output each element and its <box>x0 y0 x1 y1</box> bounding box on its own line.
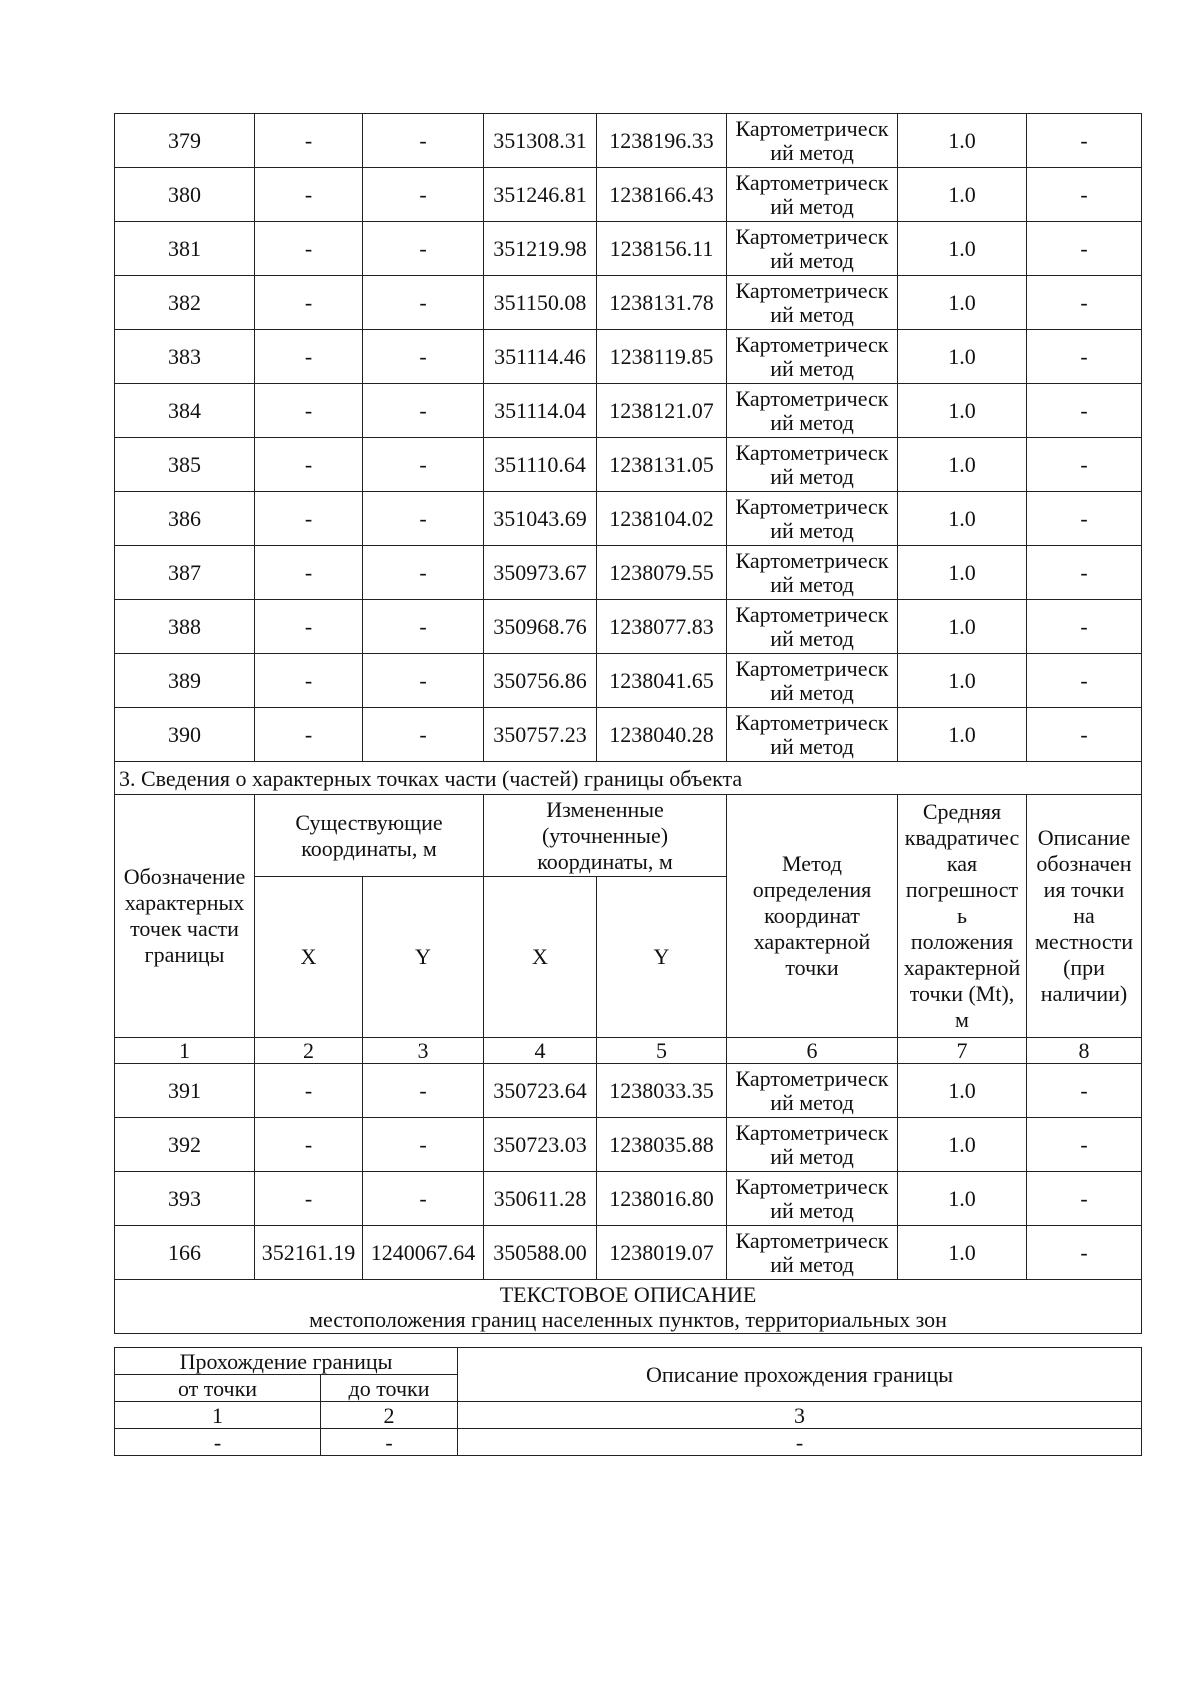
changed-y: 1238119.85 <box>597 330 727 384</box>
method-cell <box>727 384 898 438</box>
header-changed-coords <box>484 795 727 877</box>
header-line: характерной <box>753 929 871 954</box>
top-rows <box>115 114 1142 762</box>
header-line: на <box>1073 903 1095 928</box>
text-description-title: ТЕКСТОВОЕ ОПИСАНИЕ <box>499 1281 757 1307</box>
existing-y: - <box>363 384 484 438</box>
column-numbers <box>115 1038 1142 1064</box>
table-row <box>115 222 1142 276</box>
column-number: 5 <box>597 1038 727 1064</box>
mean-error: 1.0 <box>898 384 1027 438</box>
changed-x: 350756.86 <box>484 654 597 708</box>
existing-x: - <box>255 114 363 168</box>
point-description: - <box>1027 654 1142 708</box>
changed-x: 350757.23 <box>484 708 597 762</box>
point-description: - <box>1027 438 1142 492</box>
method-cell <box>727 1118 898 1172</box>
header-line: точки <box>785 955 839 980</box>
column-number: 6 <box>727 1038 898 1064</box>
header-line: положения <box>910 929 1014 954</box>
passage-to-value: - <box>321 1429 458 1456</box>
header-line: координат <box>764 903 860 928</box>
header-line: квадратичес <box>904 825 1020 850</box>
text-description-heading <box>115 1280 1142 1334</box>
method-line-2: ий метод <box>770 625 854 651</box>
existing-x: - <box>255 384 363 438</box>
existing-x: - <box>255 168 363 222</box>
header-existing-coords <box>255 795 484 877</box>
method-line-1: Картометрическ <box>735 547 889 573</box>
header-changed-y: Y <box>597 877 727 1038</box>
point-number: 388 <box>115 600 255 654</box>
method-line-1: Картометрическ <box>735 1227 889 1253</box>
passage-to-header: до точки <box>321 1375 458 1402</box>
existing-y: - <box>363 276 484 330</box>
changed-x: 351110.64 <box>484 438 597 492</box>
method-line-1: Картометрическ <box>735 709 889 735</box>
header-line: характерных <box>124 890 245 915</box>
method-line-1: Картометрическ <box>735 655 889 681</box>
bottom-rows <box>115 1064 1142 1280</box>
header-line: характерной <box>903 955 1021 980</box>
mean-error: 1.0 <box>898 600 1027 654</box>
text-description-subtitle: местоположения границ населенных пунктов, территориальных зон <box>309 1306 947 1332</box>
column-number: 8 <box>1027 1038 1142 1064</box>
passage-from-value: - <box>115 1429 321 1456</box>
existing-y: - <box>363 114 484 168</box>
header-line: определения <box>752 877 872 902</box>
method-cell <box>727 546 898 600</box>
point-number: 392 <box>115 1118 255 1172</box>
changed-x: 351246.81 <box>484 168 597 222</box>
method-line-2: ий метод <box>770 301 854 327</box>
header-line: кая <box>946 851 978 876</box>
point-number: 381 <box>115 222 255 276</box>
existing-x: - <box>255 276 363 330</box>
passage-from-header: от точки <box>115 1375 321 1402</box>
method-line-1: Картометрическ <box>735 277 889 303</box>
method-line-1: Картометрическ <box>735 1065 889 1091</box>
point-description: - <box>1027 330 1142 384</box>
table-row <box>115 1064 1142 1118</box>
mean-error: 1.0 <box>898 168 1027 222</box>
mean-error: 1.0 <box>898 1172 1027 1226</box>
method-line-2: ий метод <box>770 247 854 273</box>
existing-x: - <box>255 1118 363 1172</box>
existing-x: - <box>255 708 363 762</box>
method-line-2: ий метод <box>770 517 854 543</box>
passage-num-2: 2 <box>321 1402 458 1429</box>
header-line: Средняя <box>922 799 1002 824</box>
header-existing-x: X <box>255 877 363 1038</box>
existing-y: - <box>363 492 484 546</box>
header-point-designation <box>115 795 255 1038</box>
existing-x: - <box>255 1064 363 1118</box>
table-row <box>115 114 1142 168</box>
changed-y: 1238019.07 <box>597 1226 727 1280</box>
method-line-2: ий метод <box>770 1143 854 1169</box>
point-description: - <box>1027 600 1142 654</box>
changed-x: 350723.64 <box>484 1064 597 1118</box>
mean-error: 1.0 <box>898 438 1027 492</box>
changed-y: 1238131.78 <box>597 276 727 330</box>
header-line: точек части <box>130 916 239 941</box>
point-number: 379 <box>115 114 255 168</box>
existing-y: - <box>363 438 484 492</box>
method-line-1: Картометрическ <box>735 115 889 141</box>
changed-y: 1238041.65 <box>597 654 727 708</box>
existing-x: - <box>255 438 363 492</box>
method-line-2: ий метод <box>770 1089 854 1115</box>
column-number: 3 <box>363 1038 484 1064</box>
changed-x: 351308.31 <box>484 114 597 168</box>
header-line: обозначен <box>1036 851 1132 876</box>
existing-y: - <box>363 222 484 276</box>
method-cell <box>727 114 898 168</box>
point-number: 386 <box>115 492 255 546</box>
method-line-2: ий метод <box>770 193 854 219</box>
table-row <box>115 1118 1142 1172</box>
method-cell <box>727 330 898 384</box>
mean-error: 1.0 <box>898 330 1027 384</box>
method-cell <box>727 438 898 492</box>
existing-x: - <box>255 1172 363 1226</box>
point-number: 385 <box>115 438 255 492</box>
changed-x: 351219.98 <box>484 222 597 276</box>
point-number: 383 <box>115 330 255 384</box>
table-row <box>115 600 1142 654</box>
method-line-2: ий метод <box>770 1251 854 1277</box>
method-cell <box>727 222 898 276</box>
method-line-2: ий метод <box>770 409 854 435</box>
column-number: 4 <box>484 1038 597 1064</box>
existing-x: 352161.19 <box>255 1226 363 1280</box>
point-description: - <box>1027 1172 1142 1226</box>
header-line: Описание <box>1037 825 1131 850</box>
changed-x: 351043.69 <box>484 492 597 546</box>
header-line: Существующие <box>295 809 443 835</box>
header-line: координаты, м <box>301 835 437 861</box>
point-number: 393 <box>115 1172 255 1226</box>
mean-error: 1.0 <box>898 1118 1027 1172</box>
changed-x: 350588.00 <box>484 1226 597 1280</box>
method-cell <box>727 600 898 654</box>
table-row <box>115 1226 1142 1280</box>
point-number: 380 <box>115 168 255 222</box>
point-description: - <box>1027 114 1142 168</box>
table-row <box>115 546 1142 600</box>
changed-x: 351114.46 <box>484 330 597 384</box>
method-cell <box>727 1172 898 1226</box>
point-description: - <box>1027 546 1142 600</box>
point-description: - <box>1027 276 1142 330</box>
existing-x: - <box>255 222 363 276</box>
changed-x: 350968.76 <box>484 600 597 654</box>
header-line: ь <box>956 903 968 928</box>
existing-y: - <box>363 1118 484 1172</box>
point-number: 387 <box>115 546 255 600</box>
changed-y: 1238033.35 <box>597 1064 727 1118</box>
changed-x: 350723.03 <box>484 1118 597 1172</box>
header-line: наличии) <box>1040 981 1128 1006</box>
point-description: - <box>1027 222 1142 276</box>
existing-x: - <box>255 330 363 384</box>
method-line-1: Картометрическ <box>735 331 889 357</box>
method-line-1: Картометрическ <box>735 439 889 465</box>
point-description: - <box>1027 1064 1142 1118</box>
table-row <box>115 330 1142 384</box>
changed-x: 350611.28 <box>484 1172 597 1226</box>
existing-y: - <box>363 708 484 762</box>
table-row <box>115 654 1142 708</box>
passage-num-3: 3 <box>458 1402 1142 1429</box>
method-cell <box>727 276 898 330</box>
mean-error: 1.0 <box>898 1226 1027 1280</box>
header-line: (при <box>1063 955 1105 980</box>
header-line: м <box>955 1007 969 1032</box>
method-cell <box>727 492 898 546</box>
point-description: - <box>1027 384 1142 438</box>
changed-y: 1238077.83 <box>597 600 727 654</box>
point-number: 384 <box>115 384 255 438</box>
header-line: местности <box>1034 929 1134 954</box>
method-line-1: Картометрическ <box>735 385 889 411</box>
header-line: координаты, м <box>537 848 673 874</box>
point-number: 390 <box>115 708 255 762</box>
header-line: Измененные <box>546 796 664 822</box>
existing-x: - <box>255 600 363 654</box>
mean-error: 1.0 <box>898 276 1027 330</box>
existing-y: - <box>363 600 484 654</box>
method-line-2: ий метод <box>770 571 854 597</box>
method-cell <box>727 1226 898 1280</box>
existing-x: - <box>255 546 363 600</box>
point-description: - <box>1027 1226 1142 1280</box>
existing-y: - <box>363 168 484 222</box>
changed-y: 1238079.55 <box>597 546 727 600</box>
header-line: Метод <box>782 851 842 876</box>
mean-error: 1.0 <box>898 222 1027 276</box>
header-method <box>727 795 898 1038</box>
header-error <box>898 795 1027 1038</box>
boundary-passage-table <box>114 1347 1142 1456</box>
passage-group-header: Прохождение границы <box>115 1348 458 1375</box>
column-number: 7 <box>898 1038 1027 1064</box>
changed-x: 351114.04 <box>484 384 597 438</box>
mean-error: 1.0 <box>898 708 1027 762</box>
changed-y: 1238040.28 <box>597 708 727 762</box>
point-description: - <box>1027 1118 1142 1172</box>
changed-y: 1238156.11 <box>597 222 727 276</box>
changed-x: 350973.67 <box>484 546 597 600</box>
method-line-2: ий метод <box>770 139 854 165</box>
table-row <box>115 276 1142 330</box>
existing-y: 1240067.64 <box>363 1226 484 1280</box>
table-row <box>115 1172 1142 1226</box>
method-line-1: Картометрическ <box>735 223 889 249</box>
table-row <box>115 438 1142 492</box>
mean-error: 1.0 <box>898 654 1027 708</box>
passage-desc-value: - <box>458 1429 1142 1456</box>
method-line-2: ий метод <box>770 733 854 759</box>
method-line-1: Картометрическ <box>735 601 889 627</box>
existing-x: - <box>255 654 363 708</box>
column-number: 2 <box>255 1038 363 1064</box>
method-line-2: ий метод <box>770 1197 854 1223</box>
point-number: 391 <box>115 1064 255 1118</box>
point-number: 389 <box>115 654 255 708</box>
method-cell <box>727 654 898 708</box>
header-changed-x: X <box>484 877 597 1038</box>
changed-y: 1238196.33 <box>597 114 727 168</box>
table-row <box>115 168 1142 222</box>
existing-x: - <box>255 492 363 546</box>
passage-num-1: 1 <box>115 1402 321 1429</box>
header-line: Обозначение <box>123 864 246 889</box>
changed-y: 1238131.05 <box>597 438 727 492</box>
table-row <box>115 708 1142 762</box>
mean-error: 1.0 <box>898 546 1027 600</box>
header-line: ия точки <box>1043 877 1125 902</box>
method-line-1: Картометрическ <box>735 493 889 519</box>
header-description <box>1027 795 1142 1038</box>
point-description: - <box>1027 492 1142 546</box>
changed-y: 1238035.88 <box>597 1118 727 1172</box>
section-3-title: 3. Сведения о характерных точках части (частей) границы объекта <box>115 762 1142 795</box>
changed-y: 1238104.02 <box>597 492 727 546</box>
method-cell <box>727 168 898 222</box>
method-line-2: ий метод <box>770 679 854 705</box>
method-line-1: Картометрическ <box>735 169 889 195</box>
column-number: 1 <box>115 1038 255 1064</box>
point-description: - <box>1027 708 1142 762</box>
changed-y: 1238166.43 <box>597 168 727 222</box>
changed-x: 351150.08 <box>484 276 597 330</box>
table-row <box>115 492 1142 546</box>
passage-description-header: Описание прохождения границы <box>458 1348 1142 1402</box>
method-cell <box>727 1064 898 1118</box>
point-number: 382 <box>115 276 255 330</box>
method-line-1: Картометрическ <box>735 1119 889 1145</box>
changed-y: 1238016.80 <box>597 1172 727 1226</box>
existing-y: - <box>363 1064 484 1118</box>
method-line-2: ий метод <box>770 355 854 381</box>
header-line: (уточненные) <box>541 822 669 848</box>
method-line-1: Картометрическ <box>735 1173 889 1199</box>
method-line-2: ий метод <box>770 463 854 489</box>
table-row <box>115 384 1142 438</box>
existing-y: - <box>363 654 484 708</box>
header-existing-y: Y <box>363 877 484 1038</box>
header-line: точки (Mt), <box>909 981 1015 1006</box>
mean-error: 1.0 <box>898 492 1027 546</box>
changed-y: 1238121.07 <box>597 384 727 438</box>
existing-y: - <box>363 546 484 600</box>
point-number: 166 <box>115 1226 255 1280</box>
mean-error: 1.0 <box>898 114 1027 168</box>
header-line: границы <box>144 942 225 967</box>
existing-y: - <box>363 1172 484 1226</box>
mean-error: 1.0 <box>898 1064 1027 1118</box>
coordinates-table <box>114 113 1142 1334</box>
header-line: погрешност <box>905 877 1019 902</box>
point-description: - <box>1027 168 1142 222</box>
existing-y: - <box>363 330 484 384</box>
method-cell <box>727 708 898 762</box>
